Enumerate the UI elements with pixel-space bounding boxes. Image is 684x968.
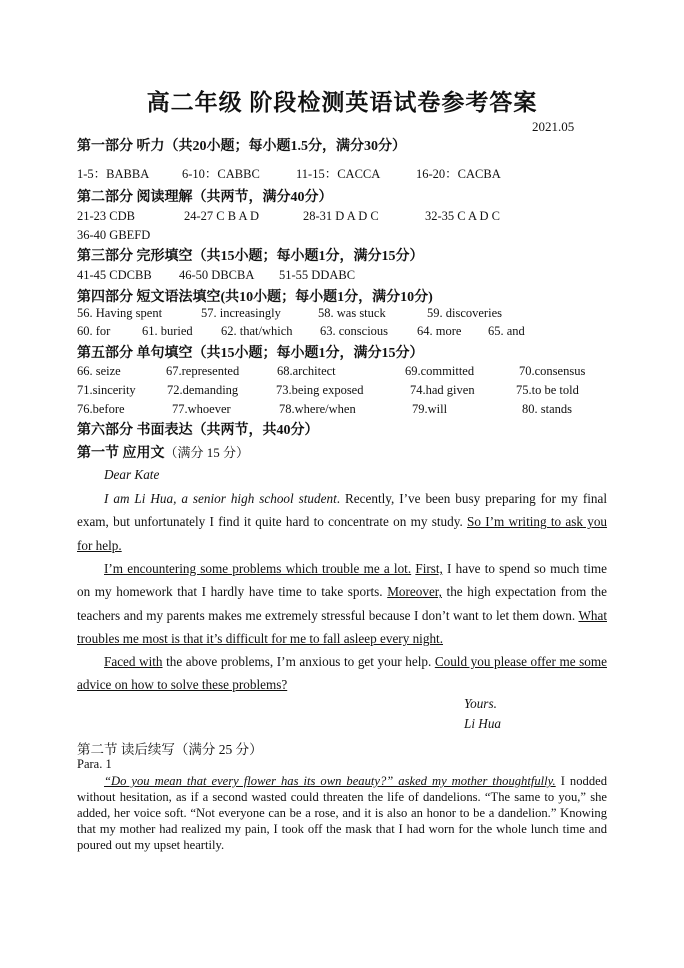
answer-item: 28-31 D A D C (303, 209, 379, 223)
letter-signature: Li Hua (464, 716, 502, 731)
answer-item: 67.represented (166, 364, 240, 378)
answer-item: 77.whoever (172, 402, 231, 416)
answer-item: 56. Having spent (77, 306, 163, 320)
answer-item: 61. buried (142, 324, 193, 338)
answer-item: 72.demanding (167, 383, 239, 397)
answer-item: 74.had given (410, 383, 475, 397)
answer-item: 75.to be told (516, 383, 579, 397)
part4-heading: 第四部分 短文语法填空(共10小题；每小题1分，满分10分) (77, 290, 433, 305)
answer-item: 73.being exposed (276, 383, 364, 397)
answer-item: 65. and (488, 324, 525, 338)
part6-heading: 第六部分 书面表达（共两节，共40分） (77, 423, 319, 438)
section1-heading (77, 442, 249, 462)
para-label: Para. 1 (77, 757, 112, 771)
answer-item: 70.consensus (519, 364, 586, 378)
answer-item: 16-20：CACBA (416, 167, 501, 181)
text-run: . Recently, I’ve been busy preparing for my final exam, but unfortunately I find it quite hard to concentrate on my study. (77, 491, 607, 530)
answer-item: 76.before (77, 402, 125, 416)
text-run: First, (415, 561, 443, 576)
answer-item: 36-40 GBEFD (77, 228, 151, 242)
continuation-paragraph (77, 773, 607, 853)
answer-item: 71.sincerity (77, 383, 136, 397)
text-run: I am Li Hua, a senior high school student (104, 491, 337, 506)
text-run: the high expectation from the teachers and my parents makes me extremely stressful because I don’t want to let them down. (77, 584, 607, 623)
answer-item: 78.where/when (279, 402, 356, 416)
answer-item: 64. more (417, 324, 462, 338)
text-run: I’m encountering some problems which trouble me a lot. (104, 561, 412, 576)
answer-item: 41-45 CDCBB (77, 268, 152, 282)
section1-title: 第一节 应用文 (77, 446, 165, 461)
letter-greeting: Dear Kate (104, 467, 160, 482)
text-run: the above problems, I’m anxious to get your help. (162, 654, 435, 669)
letter-paragraph (77, 650, 607, 697)
text-run: Moreover, (387, 584, 442, 600)
text-run: What troubles me most is that it’s difficult for me to fall asleep every night. (77, 607, 607, 647)
answer-item: 80. stands (522, 402, 572, 416)
page-title: 高二年级 阶段检测英语试卷参考答案 (146, 90, 538, 115)
answer-item: 79.will (412, 402, 448, 416)
answer-item: 68.architect (277, 364, 336, 378)
answer-item: 11-15：CACCA (296, 167, 381, 181)
answer-item: 69.committed (405, 364, 475, 378)
letter-paragraph (77, 487, 607, 557)
answer-item: 66. seize (77, 364, 121, 378)
answer-item: 57. increasingly (201, 306, 281, 320)
part3-heading: 第三部分 完形填空（共15小题；每小题1分，满分15分） (77, 249, 424, 264)
answer-item: 59. discoveries (427, 306, 502, 320)
answer-item: 24-27 C B A D (184, 209, 260, 223)
answer-item: 51-55 DDABC (279, 268, 356, 282)
section2-heading: 第二节 读后续写（满分 25 分） (77, 742, 263, 757)
text-run: I nodded without hesitation, as if a second wasted could threaten the life of dandelions. “The same to you,” she added, her voice soft. “Not everyone can be a rose, and it is also an honor to be a dandelion.” Knowing that my mother had realized my pain, I took off the mask that I had worn for the whole lunch time and poured out my upset heartily. (77, 774, 607, 852)
part2-heading: 第二部分 阅读理解（共两节，满分40分） (77, 190, 333, 205)
answer-item: 32-35 C A D C (425, 209, 501, 223)
answer-item: 1-5：BABBA (77, 167, 150, 181)
letter-paragraph (77, 557, 607, 651)
answer-item: 46-50 DBCBA (179, 268, 255, 282)
answer-item: 62. that/which (221, 324, 293, 338)
text-run: Could you please offer me some advice on how to solve these problems? (77, 654, 607, 693)
part5-heading: 第五部分 单句填空（共15小题；每小题1分，满分15分） (77, 346, 424, 361)
answer-item: 63. conscious (320, 324, 389, 338)
text-run: So I’m writing to ask you for help. (77, 514, 608, 553)
answer-item: 6-10：CABBC (182, 167, 260, 181)
answer-item: 21-23 CDB (77, 209, 135, 223)
letter-closing: Yours. (464, 696, 497, 711)
part1-heading: 第一部分 听力（共20小题；每小题1.5分，满分30分） (77, 139, 406, 154)
answer-item: 60. for (77, 324, 111, 338)
exam-date: 2021.05 (532, 119, 575, 134)
text-run: “Do you mean that every flower has its own beauty?” asked my mother thoughtfully. (104, 774, 556, 788)
text-run: Faced with (104, 654, 163, 669)
answer-item: 58. was stuck (318, 306, 386, 320)
section1-score: （满分 15 分） (164, 445, 250, 460)
text-run: I have to spend so much time on my homework that I hardly have time to take sports. (77, 561, 607, 600)
